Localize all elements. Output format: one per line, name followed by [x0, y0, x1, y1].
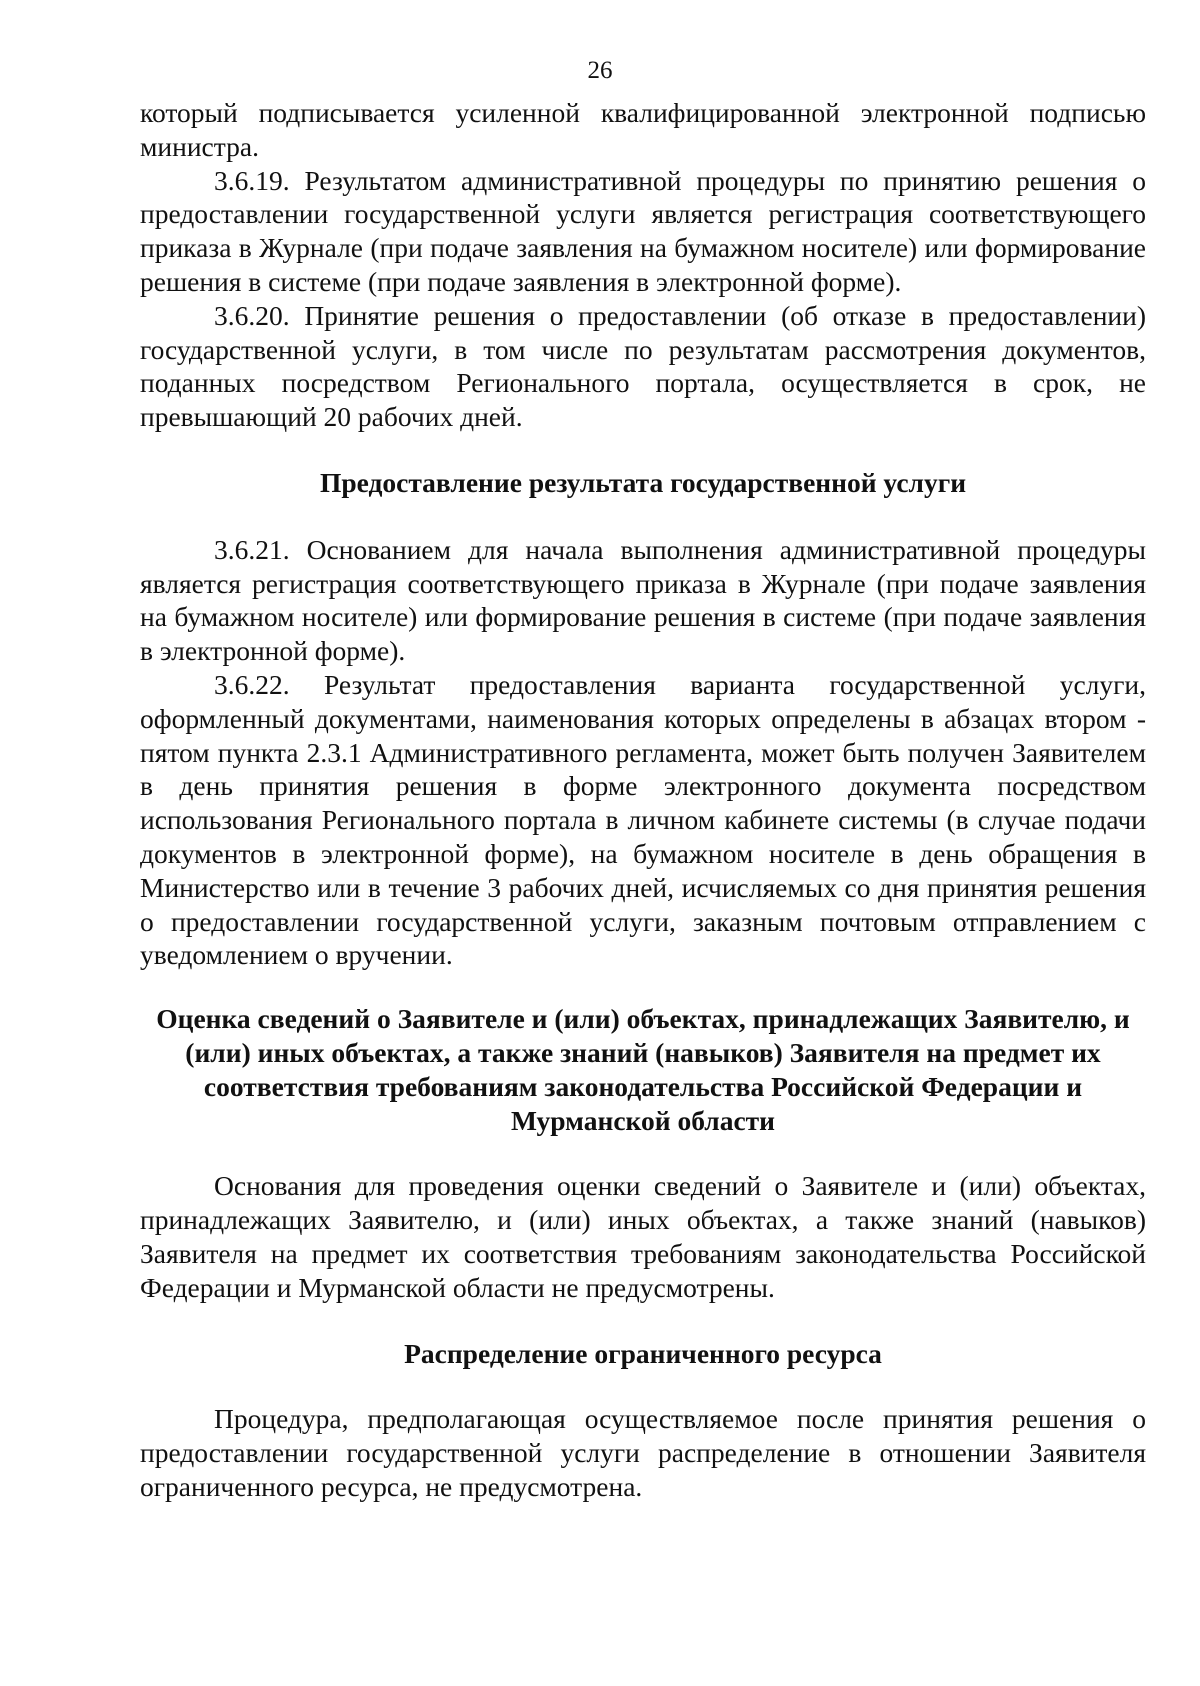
paragraph-resource: Процедура, предполагающая осуществляемое после принятия решения о предоставлении государственной услуги распределение в отношении Заявителя ограниченного ресурса, не предусмотрена. [140, 1403, 1146, 1502]
paragraph-3-6-22: 3.6.22. Результат предоставления варианта государственной услуги, оформленный документами, наименования которых определены в абзацах втором - пятом пункта 2.3.1 Административного регламента, может быть получен Заявителем в день принятия решения в форме электронного документа посредством использования Регионального портала в личном кабинете системы (в случае подачи документов в электронной форме), на бумажном носителе в день обращения в Министерство или в течение 3 рабочих дней, исчисляемых со дня принятия решения о предоставлении государственной услуги, заказным почтовым отправлением с уведомлением о вручении. [140, 668, 1146, 971]
paragraph-3-6-21: 3.6.21. Основанием для начала выполнения административной процедуры является регистрация соответствующего приказа в Журнале (при подаче заявления на бумажном носителе) или формирование решения в системе (при подаче заявления в электронной форме). [140, 533, 1146, 667]
section-heading-assessment: Оценка сведений о Заявителе и (или) объектах, принадлежащих Заявителю, и (или) иных объектах, а также знаний (навыков) Заявителя на предмет их соответствия требованиям законодательства Российской Федерации и Мурманской области [156, 1003, 1130, 1136]
page-content [140, 96, 1146, 1504]
page-number: 26 [587, 57, 613, 84]
section-heading-resource: Распределение ограниченного ресурса [404, 1337, 882, 1369]
paragraph-3-6-20: 3.6.20. Принятие решения о предоставлении (об отказе в предоставлении) государственной услуги, в том числе по результатам рассмотрения документов, поданных посредством Регионального портала, осуществляется в срок, не превышающий 20 рабочих дней. [140, 299, 1146, 433]
paragraph-continuation: который подписывается усиленной квалифицированной электронной подписью министра. [140, 97, 1146, 162]
section-heading-result: Предоставление результата государственной услуги [319, 466, 967, 498]
paragraph-3-6-19: 3.6.19. Результатом административной процедуры по принятию решения о предоставлении государственной услуги является регистрация соответствующего приказа в Журнале (при подаче заявления на бумажном носителе) или формирование решения в системе (при подаче заявления в электронной форме). [140, 164, 1146, 297]
paragraph-assessment: Основания для проведения оценки сведений о Заявителе и (или) объектах, принадлежащих Заявителю, и (или) иных объектах, а также знаний (навыков) Заявителя на предмет их соответствия требованиям законодательства Российской Федерации и Мурманской области не предусмотрены. [140, 1170, 1146, 1303]
